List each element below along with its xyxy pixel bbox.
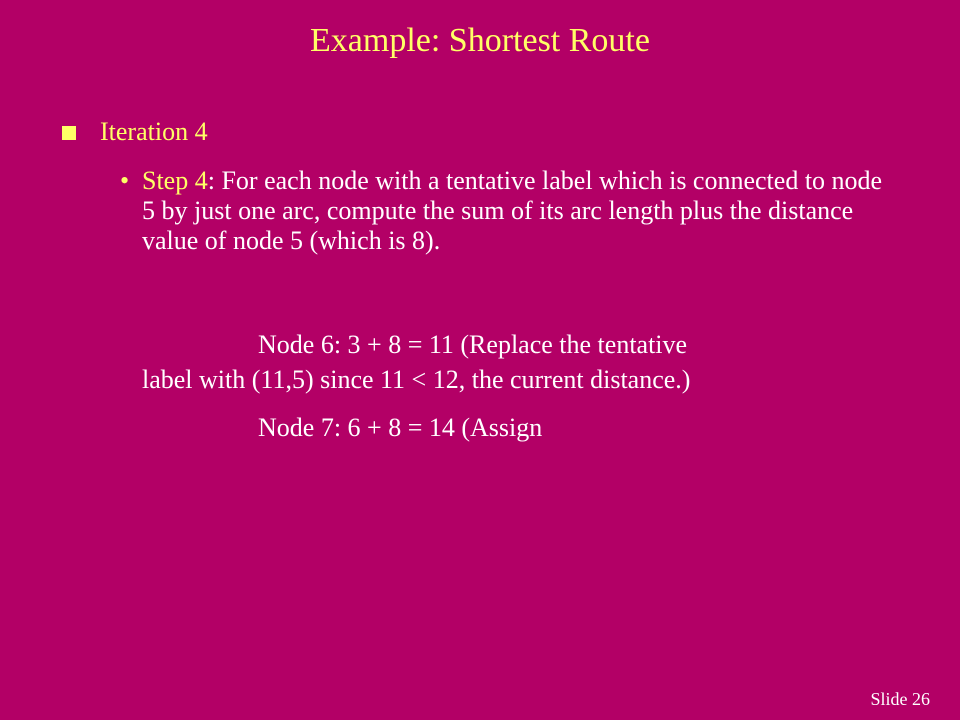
sub-bullet-step bbox=[120, 166, 900, 256]
bullet-iteration bbox=[62, 117, 208, 147]
node7-text: Node 7: 6 + 8 = 14 (Assign bbox=[258, 413, 543, 442]
iteration-label: Iteration 4 bbox=[100, 117, 208, 146]
step-colon: : bbox=[207, 166, 222, 195]
slide-number: Slide 26 bbox=[870, 689, 930, 709]
slide-title: Example: Shortest Route bbox=[310, 22, 650, 59]
node6-text-1: Node 6: 3 + 8 = 11 (Replace the tentative bbox=[258, 330, 688, 359]
node6-line-1 bbox=[142, 330, 902, 360]
dot-bullet-icon: • bbox=[120, 166, 130, 195]
node7-line bbox=[142, 413, 902, 443]
step-text bbox=[142, 166, 897, 256]
node6-text-2: label with (11,5) since 11 < 12, the current distance.) bbox=[142, 365, 691, 394]
node6-line-2 bbox=[142, 365, 902, 395]
step-label: Step 4 bbox=[142, 166, 208, 195]
square-bullet-icon bbox=[62, 126, 76, 140]
step-body: For each node with a tentative label which is connected to node 5 by just one arc, compute the sum of its arc length plus the distance value of node 5 (which is 8). bbox=[142, 166, 883, 255]
